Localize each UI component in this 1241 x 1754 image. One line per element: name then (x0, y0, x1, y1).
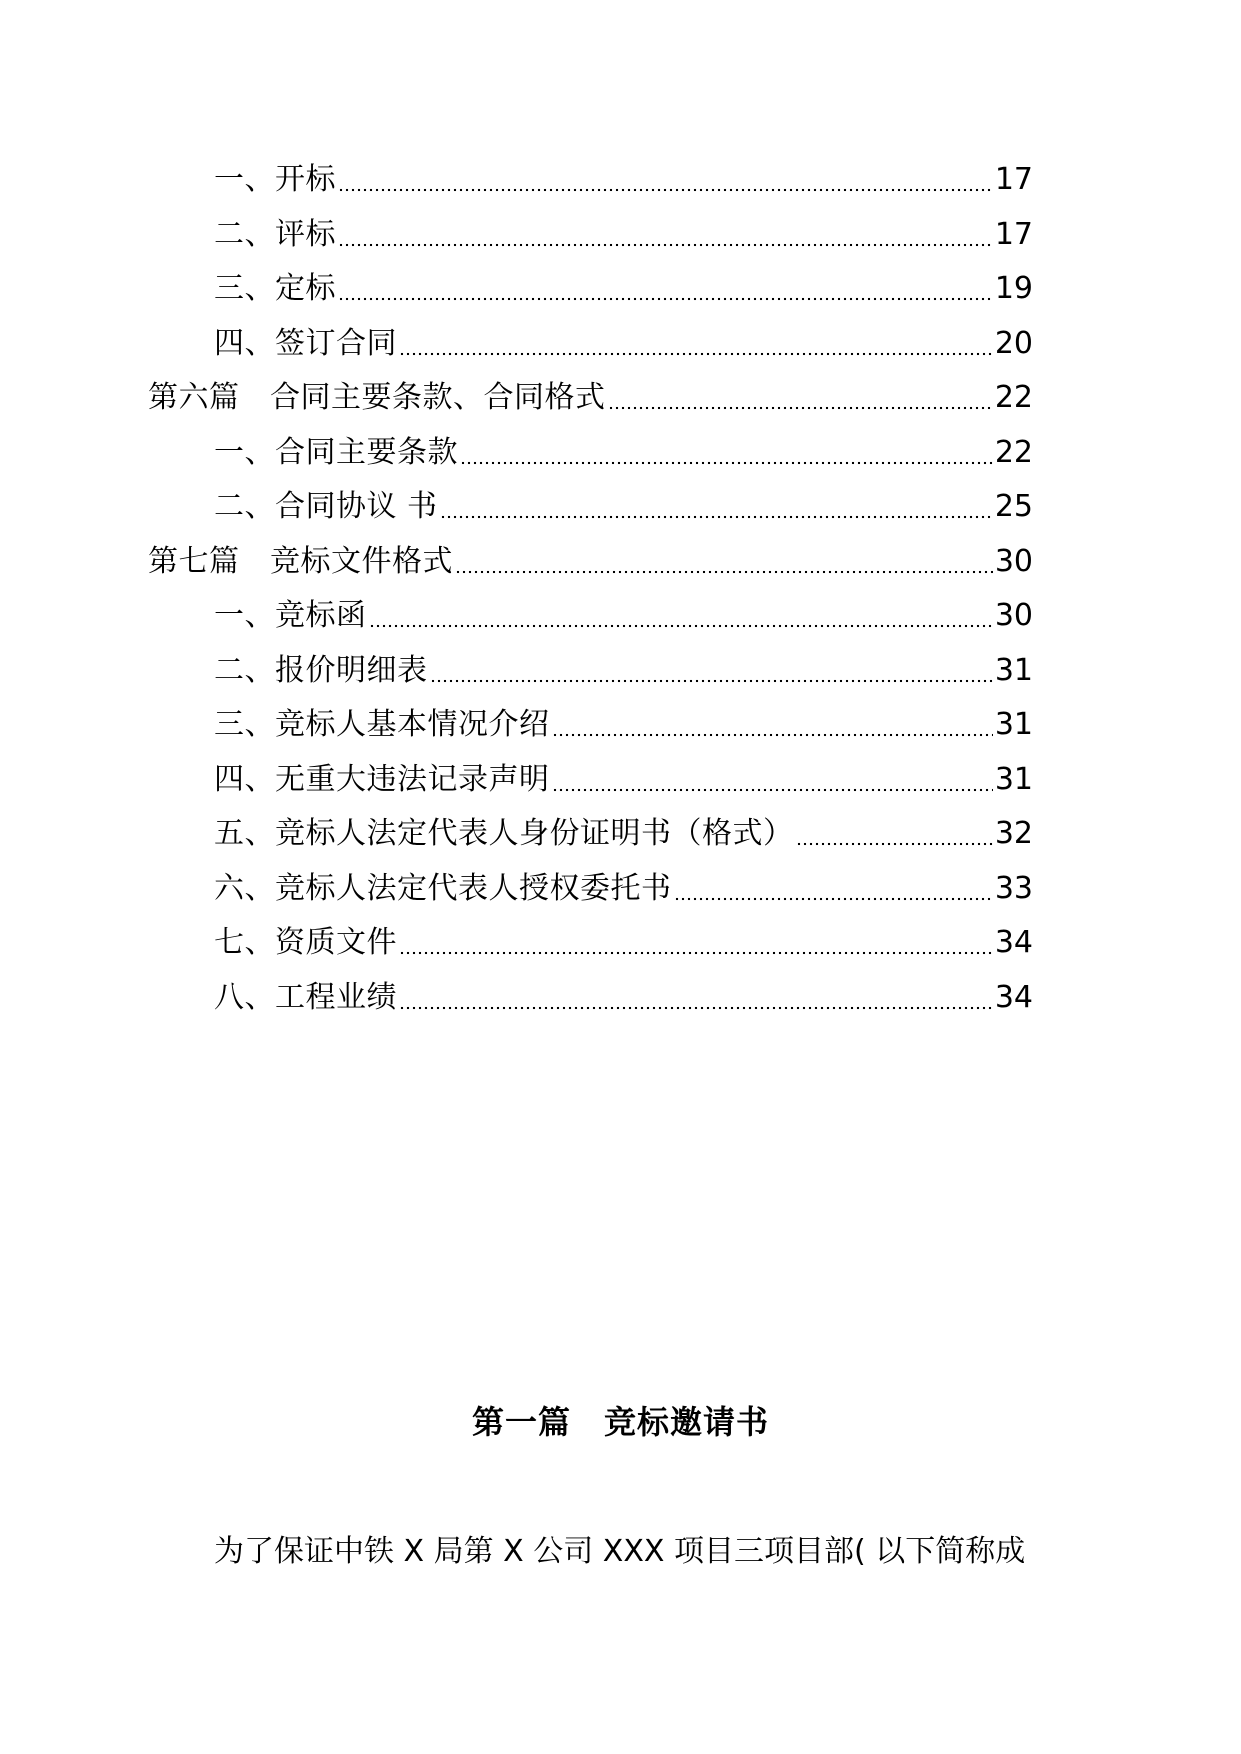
section-title: 第一篇 竞标邀请书 (471, 1403, 769, 1441)
toc-dot-leader (338, 297, 993, 301)
toc-entry[interactable] (214, 215, 1033, 255)
toc-entry-title: 三、竞标人基本情况介绍 (214, 707, 550, 742)
toc-dot-leader (430, 679, 993, 683)
toc-entry-title: 一、竞标函 (214, 598, 367, 633)
toc-entry[interactable] (214, 705, 1033, 745)
toc-entry-title: 三、定标 (214, 271, 336, 306)
toc-page-number: 19 (994, 271, 1033, 306)
toc-entry[interactable] (214, 814, 1033, 854)
toc-dot-leader (455, 570, 993, 574)
toc-page-number: 22 (994, 380, 1033, 415)
toc-entry[interactable] (214, 923, 1033, 963)
toc-dot-leader (399, 951, 993, 955)
toc-dot-leader (440, 515, 993, 519)
toc-page-number: 17 (994, 162, 1033, 197)
toc-entry[interactable] (214, 269, 1033, 309)
toc-entry[interactable] (214, 760, 1033, 800)
toc-dot-leader (369, 624, 993, 628)
toc-page-number: 33 (994, 870, 1033, 906)
toc-entry-title: 六、竞标人法定代表人授权委托书 (214, 870, 672, 906)
toc-page-number: 30 (994, 543, 1033, 579)
toc-page-number: 25 (994, 489, 1033, 524)
toc-entry-title: 五、竞标人法定代表人身份证明书（格式） (214, 816, 794, 851)
toc-page-number: 34 (994, 979, 1033, 1015)
toc-dot-leader (338, 188, 993, 192)
toc-dot-leader (608, 406, 993, 410)
toc-entry[interactable] (214, 433, 1033, 473)
toc-page-number: 20 (994, 325, 1033, 361)
toc-chapter-entry[interactable] (148, 542, 1033, 582)
toc-dot-leader (399, 352, 993, 356)
toc-dot-leader (399, 1006, 993, 1010)
toc-page-number: 31 (994, 707, 1033, 742)
toc-entry[interactable] (214, 978, 1033, 1018)
toc-entry-title: 七、资质文件 (214, 925, 397, 960)
toc-dot-leader (338, 243, 993, 247)
toc-page-number: 22 (994, 434, 1033, 470)
toc-dot-leader (552, 733, 993, 737)
toc-page-number: 31 (994, 652, 1033, 688)
toc-entry-title: 二、合同协议 书 (214, 489, 438, 524)
toc-dot-leader (796, 842, 993, 846)
toc-entry[interactable] (214, 160, 1033, 200)
toc-entry-title: 四、无重大违法记录声明 (214, 761, 550, 797)
toc-entry[interactable] (214, 869, 1033, 909)
toc-entry[interactable] (214, 596, 1033, 636)
toc-page-number: 34 (994, 925, 1033, 960)
toc-chapter-entry[interactable] (148, 378, 1033, 418)
toc-page-number: 30 (994, 598, 1033, 633)
toc-entry-title: 二、评标 (214, 216, 336, 252)
toc-dot-leader (460, 461, 993, 465)
toc-dot-leader (552, 788, 993, 792)
body-paragraph: 为了保证中铁 X 局第 X 公司 XXX 项目三项目部( 以下简称成 (214, 1534, 1026, 1569)
toc-page-number: 32 (994, 816, 1033, 851)
toc-page-number: 17 (994, 216, 1033, 252)
toc-entry-title: 八、工程业绩 (214, 979, 397, 1015)
toc-entry-title: 一、开标 (214, 162, 336, 197)
toc-dot-leader (674, 897, 993, 901)
toc-entry-title: 四、签订合同 (214, 325, 397, 361)
toc-entry-title: 第七篇 竞标文件格式 (148, 543, 453, 579)
toc-entry-title: 一、合同主要条款 (214, 434, 458, 470)
toc-page-number: 31 (994, 761, 1033, 797)
toc-entry-title: 二、报价明细表 (214, 652, 428, 688)
toc-entry[interactable] (214, 651, 1033, 691)
toc-entry[interactable] (214, 324, 1033, 364)
toc-entry[interactable] (214, 487, 1033, 527)
toc-entry-title: 第六篇 合同主要条款、合同格式 (148, 380, 606, 415)
